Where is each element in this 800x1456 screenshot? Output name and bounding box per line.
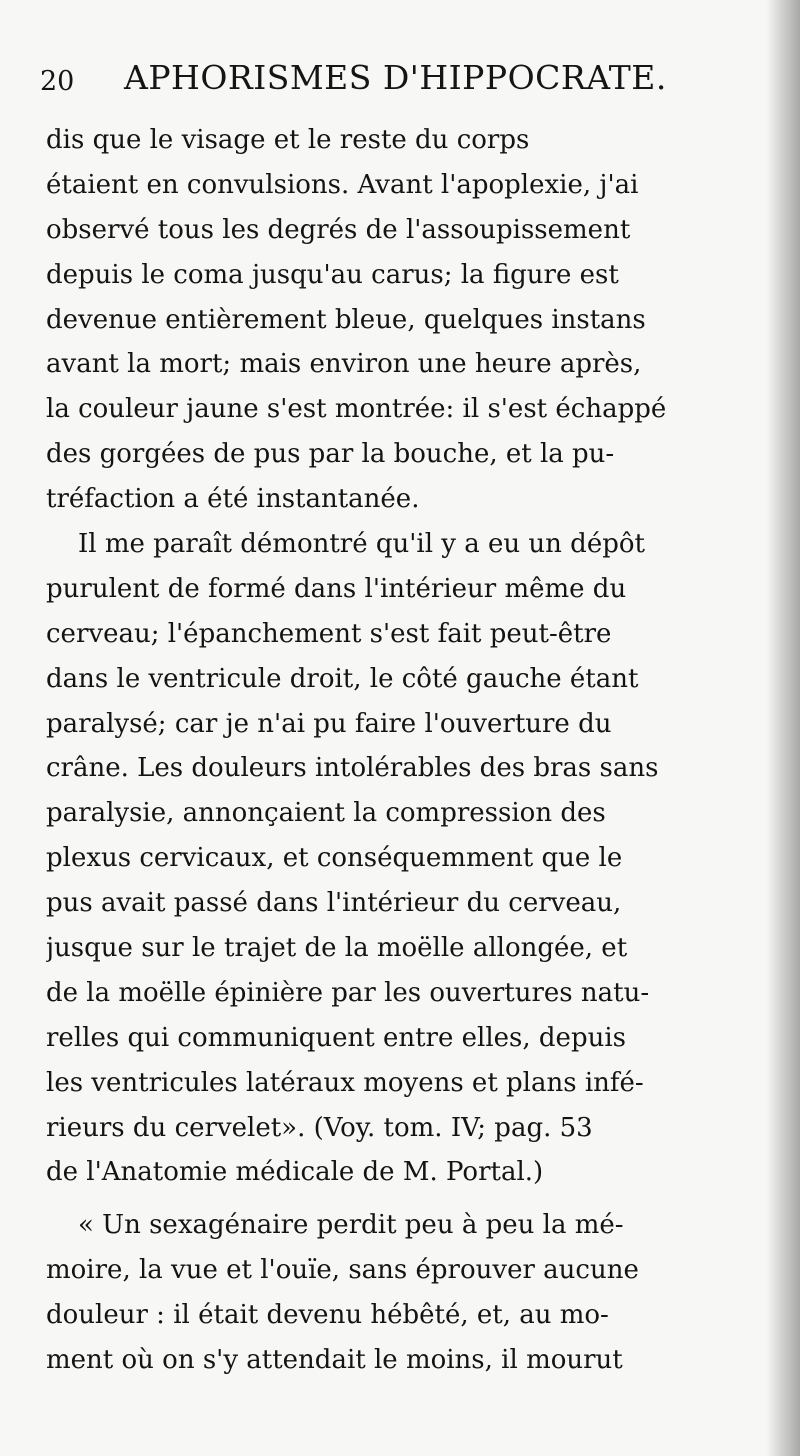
text-line: avant la mort; mais environ une heure après, bbox=[46, 349, 642, 380]
text-line: de l'Anatomie médicale de M. Portal.) bbox=[46, 1157, 544, 1188]
text-line: de la moëlle épinière par les ouvertures natu- bbox=[46, 977, 650, 1008]
text-line: étaient en convulsions. Avant l'apoplexie, j'ai bbox=[46, 169, 639, 200]
text-line: observé tous les degrés de l'assoupissement bbox=[46, 214, 631, 245]
text-line: devenue entièrement bleue, quelques instans bbox=[46, 304, 646, 335]
text-line: les ventricules latéraux moyens et plans infé- bbox=[46, 1067, 644, 1098]
text-line: jusque sur le trajet de la moëlle allongée, et bbox=[46, 933, 628, 964]
text-line: paralysé; car je n'ai pu faire l'ouverture du bbox=[46, 708, 612, 739]
text-line: des gorgées de pus par la bouche, et la pu- bbox=[46, 439, 615, 470]
text-line: douleur : il était devenu hébêté, et, au mo- bbox=[46, 1300, 609, 1331]
paragraph-spacer bbox=[46, 1195, 722, 1203]
page-number: 20 bbox=[40, 66, 75, 97]
paragraph bbox=[46, 118, 722, 522]
text-line: moire, la vue et l'ouïe, sans éprouver aucune bbox=[46, 1255, 639, 1286]
page-header bbox=[40, 58, 740, 104]
text-line: pus avait passé dans l'intérieur du cerveau, bbox=[46, 888, 622, 919]
text-line: tréfaction a été instantanée. bbox=[46, 484, 420, 515]
text-line: relles qui communiquent entre elles, depuis bbox=[46, 1022, 626, 1053]
text-line: Il me paraît démontré qu'il y a eu un dépôt bbox=[78, 529, 645, 560]
text-line: cerveau; l'épanchement s'est fait peut-être bbox=[46, 618, 612, 649]
text-line: plexus cervicaux, et conséquemment que le bbox=[46, 843, 623, 874]
text-line: crâne. Les douleurs intolérables des bras sans bbox=[46, 753, 659, 784]
body-text bbox=[46, 118, 722, 1383]
paragraph bbox=[46, 522, 722, 1195]
text-line: ment où on s'y attendait le moins, il mourut bbox=[46, 1345, 623, 1376]
text-line: rieurs du cervelet». (Voy. tom. IV; pag. 53 bbox=[46, 1112, 593, 1143]
text-line: dans le ventricule droit, le côté gauche étant bbox=[46, 663, 639, 694]
text-line: purulent de formé dans l'intérieur même du bbox=[46, 573, 627, 604]
page-edge-shadow bbox=[766, 0, 800, 1456]
paragraph bbox=[46, 1203, 722, 1383]
text-line: depuis le coma jusqu'au carus; la figure est bbox=[46, 259, 619, 290]
text-line: dis que le visage et le reste du corps bbox=[46, 125, 530, 155]
running-title: APHORISMES D'HIPPOCRATE. bbox=[124, 58, 667, 97]
text-line: « Un sexagénaire perdit peu à peu la mé- bbox=[78, 1210, 624, 1241]
text-line: la couleur jaune s'est montrée: il s'est échappé bbox=[46, 394, 667, 425]
text-line: paralysie, annonçaient la compression des bbox=[46, 798, 606, 829]
